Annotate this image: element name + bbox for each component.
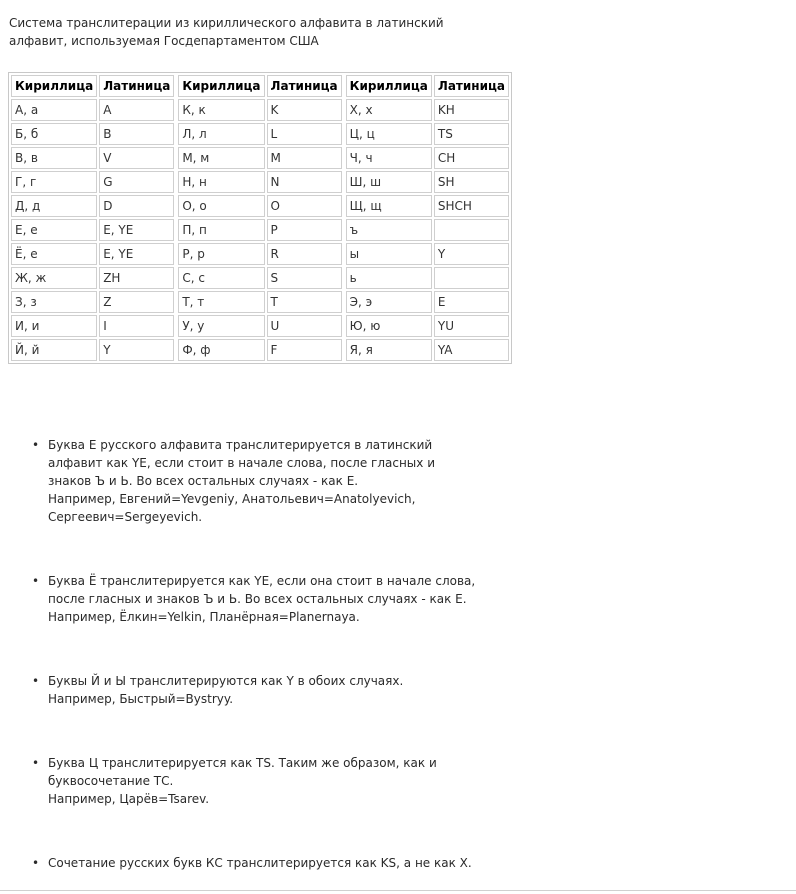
rule-line: алфавит как YE, если стоит в начале слова, после гласных и [48,456,435,470]
cyrillic-cell: Й, й [11,339,97,361]
cyrillic-cell: И, и [11,315,97,337]
cyrillic-cell: Ч, ч [346,147,432,169]
bullet-icon: • [32,856,40,870]
latin-cell: R [267,243,342,265]
cyrillic-cell: М, м [178,147,264,169]
latin-cell: D [99,195,174,217]
latin-cell: I [99,315,174,337]
cyrillic-cell: Б, б [11,123,97,145]
latin-cell: K [267,99,342,121]
header-latin: Латиница [99,75,174,97]
header-cyrillic: Кириллица [11,75,97,97]
latin-cell: TS [434,123,509,145]
rule-item [32,754,488,808]
cyrillic-cell: Р, р [178,243,264,265]
bullet-icon: • [32,574,40,588]
cyrillic-cell: ь [346,267,432,289]
latin-cell: G [99,171,174,193]
latin-cell: KH [434,99,509,121]
cyrillic-cell: Х, х [346,99,432,121]
latin-cell: T [267,291,342,313]
header-latin: Латиница [267,75,342,97]
latin-cell: CH [434,147,509,169]
rule-line: Например, Евгений=Yevgeniy, Анатольевич=Anatolyevich, [48,492,416,506]
rule-line: Буква Е русского алфавита транслитерируется в латинский [48,438,433,452]
cyrillic-cell: Л, л [178,123,264,145]
cyrillic-cell: Т, т [178,291,264,313]
cyrillic-cell: Е, е [11,219,97,241]
rule-item [32,572,488,626]
latin-cell: Y [434,243,509,265]
rule-line: Сергеевич=Sergeyevich. [48,510,203,524]
latin-cell: ZH [99,267,174,289]
cyrillic-cell: Я, я [346,339,432,361]
latin-cell: Z [99,291,174,313]
latin-cell: E, YE [99,219,174,241]
cyrillic-cell: Ё, е [11,243,97,265]
latin-cell: V [99,147,174,169]
cyrillic-cell: З, з [11,291,97,313]
cyrillic-cell: Г, г [11,171,97,193]
cyrillic-cell: К, к [178,99,264,121]
rule-line: Буква Ё транслитерируется как YE, если она стоит в начале слова, [48,574,476,588]
header-cyrillic: Кириллица [178,75,264,97]
latin-cell: A [99,99,174,121]
cyrillic-cell: Ю, ю [346,315,432,337]
cyrillic-cell: У, у [178,315,264,337]
cyrillic-cell: Э, э [346,291,432,313]
cyrillic-cell: Ф, ф [178,339,264,361]
cyrillic-cell: ъ [346,219,432,241]
cyrillic-cell: ы [346,243,432,265]
rule-line: после гласных и знаков Ъ и Ь. Во всех остальных случаях - как E. [48,592,467,606]
rule-line: Буква Ц транслитерируется как TS. Таким же образом, как и [48,756,437,770]
bottom-divider [0,890,796,891]
rule-line: Например, Быстрый=Bystryy. [48,692,234,706]
cyrillic-cell: Щ, щ [346,195,432,217]
intro-line: алфавит, используемая Госдепартаментом США [9,34,319,48]
cyrillic-cell: П, п [178,219,264,241]
cyrillic-cell: Ш, ш [346,171,432,193]
cyrillic-cell: Н, н [178,171,264,193]
bullet-icon: • [32,438,40,452]
header-cyrillic: Кириллица [346,75,432,97]
latin-cell: U [267,315,342,337]
latin-cell: L [267,123,342,145]
latin-cell: YU [434,315,509,337]
rule-line: буквосочетание ТС. [48,774,174,788]
latin-cell: P [267,219,342,241]
latin-cell: YA [434,339,509,361]
rule-item [32,854,488,872]
latin-cell: E [434,291,509,313]
rule-item [32,436,488,526]
latin-cell: F [267,339,342,361]
bullet-icon: • [32,674,40,688]
latin-cell: SH [434,171,509,193]
latin-cell: S [267,267,342,289]
cyrillic-cell: А, а [11,99,97,121]
cyrillic-cell: Ж, ж [11,267,97,289]
cyrillic-cell: О, о [178,195,264,217]
rule-line: Например, Ёлкин=Yelkin, Планёрная=Planernaya. [48,610,360,624]
cyrillic-cell: С, с [178,267,264,289]
latin-cell: O [267,195,342,217]
latin-cell: N [267,171,342,193]
rule-line: Например, Царёв=Tsarev. [48,792,210,806]
latin-cell: B [99,123,174,145]
intro-line: Система транслитерации из кириллического алфавита в латинский [9,16,444,30]
rule-line: Буквы Й и Ы транслитерируются как Y в обоих случаях. [48,674,404,688]
latin-cell: SHCH [434,195,509,217]
cyrillic-cell: В, в [11,147,97,169]
cyrillic-cell: Ц, ц [346,123,432,145]
latin-cell: M [267,147,342,169]
rule-line: знаков Ъ и Ь. Во всех остальных случаях - как E. [48,474,359,488]
latin-cell: Y [99,339,174,361]
bullet-icon: • [32,756,40,770]
rule-line: Сочетание русских букв КС транслитерируется как KS, а не как X. [48,856,472,870]
cyrillic-cell: Д, д [11,195,97,217]
latin-cell: E, YE [99,243,174,265]
rule-item [32,672,488,708]
header-latin: Латиница [434,75,509,97]
